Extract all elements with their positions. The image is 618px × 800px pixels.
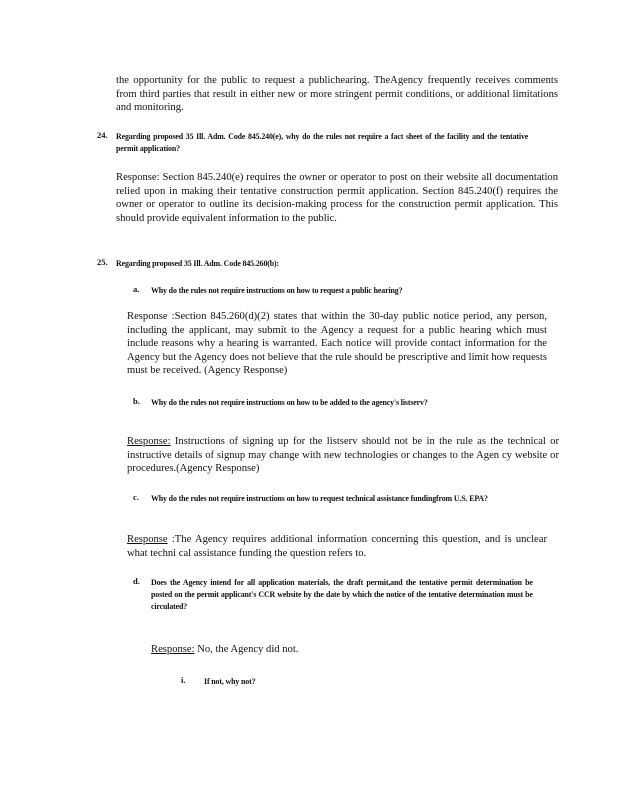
q25-heading: Regarding proposed 35 Ill. Adm. Code 845.260(b): xyxy=(116,258,280,268)
q25c-response-label: Response xyxy=(127,534,168,545)
q25di-question: If not, why not? xyxy=(204,676,256,686)
q25b-response xyxy=(127,435,559,476)
intro-paragraph: the opportunity for the public to request a publichearing. TheAgency frequently receives comments from third parties that result in either new or more stringent permit conditions, or additional limitations and monitoring. xyxy=(116,75,558,114)
q25d-response-label: Response: xyxy=(151,644,195,655)
q25d-response xyxy=(151,643,451,657)
q25b-response-text: Instructions of signing up for the listserv should not be in the rule as the technical or instructive details of signup may change with new technologies or changes to the Agen cy website or procedures.(Agency Response) xyxy=(127,436,559,475)
q25a-question: Why do the rules not require instructions on how to request a public hearing? xyxy=(151,285,403,295)
q25b-marker: b. xyxy=(133,396,140,406)
q25c-question: Why do the rules not require instructions on how to request technical assistance fundingfrom U.S. EPA? xyxy=(151,493,488,503)
q24-response: Response: Section 845.240(e) requires the owner or operator to post on their website all documentation relied upon in making their tentative construction permit application. Section 845.240(f) requires the owner or operator to outline its decision-making process for the construction permit application. This should provide equivalent information to the public. xyxy=(116,172,558,224)
q24-question: Regarding proposed 35 Ill. Adm. Code 845.240(e), why do the rules not require a fact sheet of the facility and the tentative permit application? xyxy=(116,131,529,153)
q25b-question: Why do the rules not require instructions on how to be added to the agency's listserv? xyxy=(151,397,428,407)
q25di-marker: i. xyxy=(181,675,186,685)
q25b-response-label: Response: xyxy=(127,436,171,447)
q25c-marker: c. xyxy=(133,492,139,502)
q25d-question: Does the Agency intend for all application materials, the draft permit,and the tentative permit determination be posted on the permit applicant's CCR website by the date by which the notice of the tentative determination must be circulated? xyxy=(151,577,533,611)
q25d-response-text: No, the Agency did not. xyxy=(194,644,299,655)
q25-number: 25. xyxy=(97,257,108,267)
q25c-response xyxy=(127,533,547,560)
q25a-marker: a. xyxy=(133,284,140,294)
q25a-response: Response :Section 845.260(d)(2) states that within the 30-day public notice period, any person, including the applicant, may submit to the Agency a request for a public hearing which must include reasons why a hearing is warranted. Each notice will provide contact information for the Agency but the Agency does not believe that the rule should be prescriptive and limit how requests must be received. (Agency Response) xyxy=(127,311,547,377)
q25c-response-text: :The Agency requires additional information concerning this question, and is unclear what techni cal assistance funding the question refers to. xyxy=(127,534,547,559)
q24-number: 24. xyxy=(97,130,108,140)
q25d-marker: d. xyxy=(133,576,140,586)
